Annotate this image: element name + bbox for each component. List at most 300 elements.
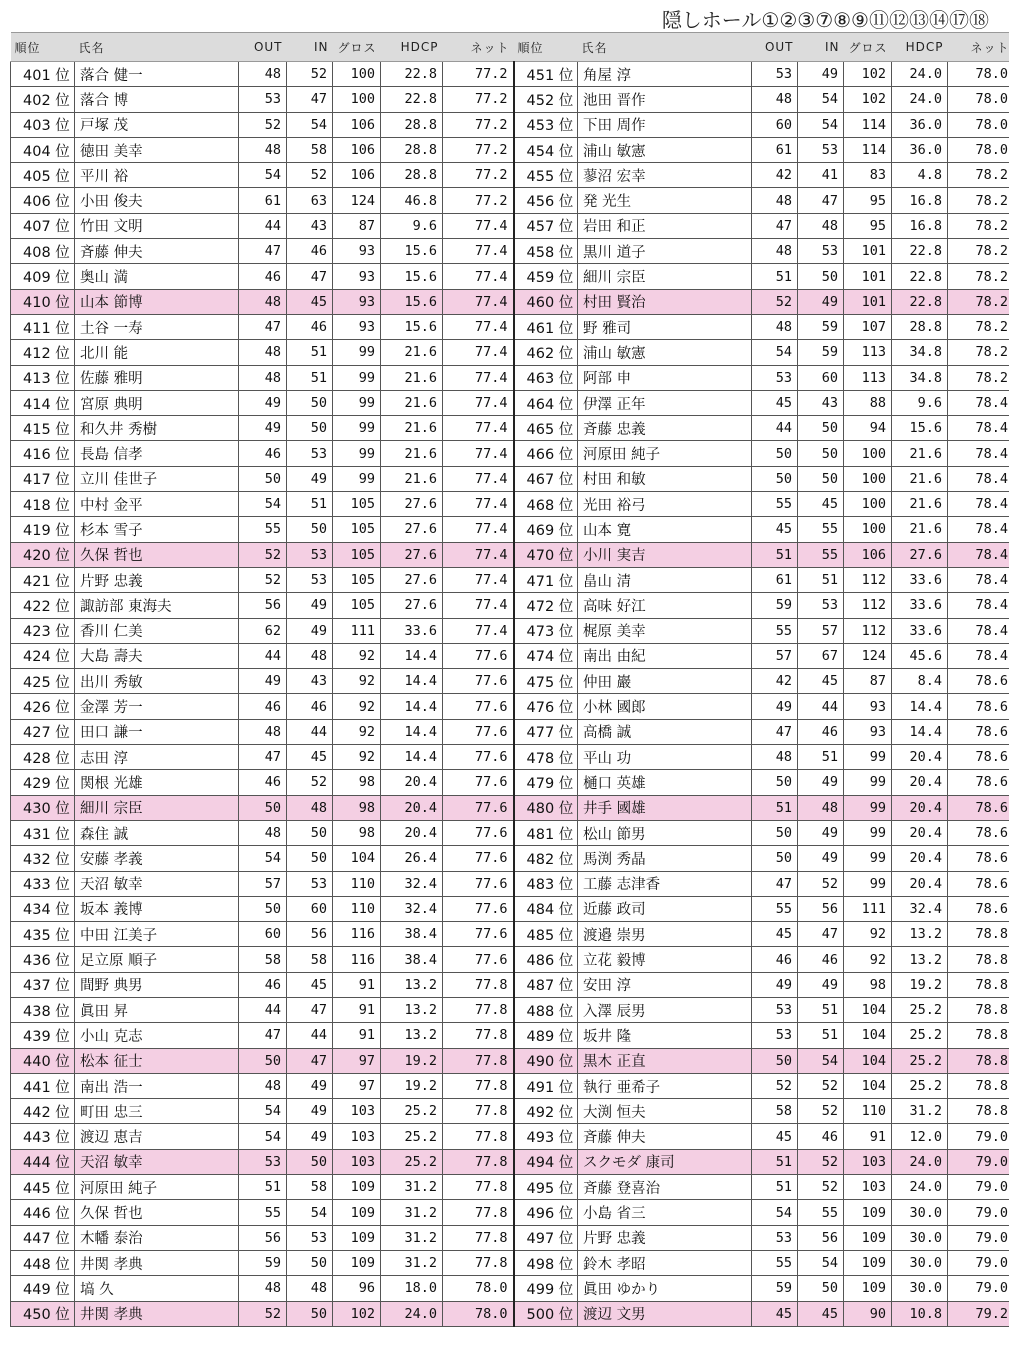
net-cell: 77.6 <box>443 795 514 820</box>
gross-cell: 93 <box>333 314 381 339</box>
name-cell: 小島 省三 <box>578 1200 752 1225</box>
gross-cell: 103 <box>844 1149 892 1174</box>
net-cell: 77.8 <box>443 1225 514 1250</box>
net-cell: 79.0 <box>948 1276 1009 1301</box>
gross-cell: 110 <box>333 896 381 921</box>
net-cell: 77.6 <box>443 896 514 921</box>
table-row <box>11 820 1009 845</box>
gross-cell: 92 <box>844 947 892 972</box>
header-gross: グロス <box>844 33 892 62</box>
gross-cell: 92 <box>333 719 381 744</box>
out-cell: 50 <box>239 466 287 491</box>
net-cell: 79.0 <box>948 1250 1009 1275</box>
rank-cell: 419 位 <box>11 517 75 542</box>
gross-cell: 114 <box>844 137 892 162</box>
gross-cell: 96 <box>333 1276 381 1301</box>
rank-cell: 451 位 <box>514 62 578 87</box>
in-cell: 51 <box>798 997 844 1022</box>
name-cell: 松山 節男 <box>578 820 752 845</box>
rank-cell: 443 位 <box>11 1124 75 1149</box>
hdcp-cell: 14.4 <box>892 694 948 719</box>
in-cell: 49 <box>798 972 844 997</box>
in-cell: 52 <box>287 62 333 87</box>
out-cell: 48 <box>752 87 798 112</box>
in-cell: 49 <box>798 770 844 795</box>
in-cell: 43 <box>798 390 844 415</box>
rank-cell: 441 位 <box>11 1073 75 1098</box>
gross-cell: 112 <box>844 618 892 643</box>
name-cell: 長島 信孝 <box>75 441 239 466</box>
net-cell: 77.4 <box>443 618 514 643</box>
gross-cell: 113 <box>844 365 892 390</box>
name-cell: 樋口 英雄 <box>578 770 752 795</box>
name-cell: 仲田 巖 <box>578 669 752 694</box>
in-cell: 50 <box>287 846 333 871</box>
out-cell: 48 <box>239 1276 287 1301</box>
out-cell: 54 <box>752 340 798 365</box>
name-cell: 梶原 美幸 <box>578 618 752 643</box>
name-cell: 天沼 敏幸 <box>75 871 239 896</box>
out-cell: 51 <box>752 795 798 820</box>
name-cell: 大渕 恒夫 <box>578 1099 752 1124</box>
name-cell: 野 雅司 <box>578 314 752 339</box>
out-cell: 54 <box>752 1200 798 1225</box>
net-cell: 78.4 <box>948 593 1009 618</box>
header-name: 氏名 <box>578 33 752 62</box>
name-cell: 眞田 昇 <box>75 997 239 1022</box>
rank-cell: 428 位 <box>11 745 75 770</box>
table-row <box>11 492 1009 517</box>
out-cell: 50 <box>239 896 287 921</box>
rank-cell: 482 位 <box>514 846 578 871</box>
gross-cell: 105 <box>333 542 381 567</box>
out-cell: 47 <box>752 871 798 896</box>
in-cell: 50 <box>798 416 844 441</box>
rank-cell: 480 位 <box>514 795 578 820</box>
header-out: OUT <box>752 33 798 62</box>
name-cell: 平川 裕 <box>75 163 239 188</box>
rank-cell: 484 位 <box>514 896 578 921</box>
in-cell: 54 <box>798 1250 844 1275</box>
name-cell: 阿部 申 <box>578 365 752 390</box>
rank-cell: 499 位 <box>514 1276 578 1301</box>
gross-cell: 111 <box>844 896 892 921</box>
name-cell: 浦山 敏憲 <box>578 137 752 162</box>
out-cell: 49 <box>752 972 798 997</box>
in-cell: 46 <box>798 719 844 744</box>
out-cell: 52 <box>239 112 287 137</box>
hdcp-cell: 28.8 <box>381 163 443 188</box>
table-row <box>11 213 1009 238</box>
rank-cell: 415 位 <box>11 416 75 441</box>
out-cell: 50 <box>752 770 798 795</box>
rank-cell: 437 位 <box>11 972 75 997</box>
gross-cell: 114 <box>844 112 892 137</box>
name-cell: 安田 淳 <box>578 972 752 997</box>
hdcp-cell: 21.6 <box>381 365 443 390</box>
net-cell: 77.4 <box>443 289 514 314</box>
gross-cell: 109 <box>333 1225 381 1250</box>
in-cell: 53 <box>287 567 333 592</box>
table-row <box>11 1048 1009 1073</box>
net-cell: 77.4 <box>443 593 514 618</box>
rank-cell: 489 位 <box>514 1023 578 1048</box>
net-cell: 78.0 <box>948 87 1009 112</box>
in-cell: 49 <box>287 618 333 643</box>
hdcp-cell: 22.8 <box>381 87 443 112</box>
table-row <box>11 694 1009 719</box>
out-cell: 46 <box>752 947 798 972</box>
in-cell: 49 <box>287 593 333 618</box>
rank-cell: 405 位 <box>11 163 75 188</box>
hdcp-cell: 34.8 <box>892 340 948 365</box>
net-cell: 78.4 <box>948 416 1009 441</box>
net-cell: 78.8 <box>948 1073 1009 1098</box>
gross-cell: 102 <box>844 87 892 112</box>
rank-cell: 432 位 <box>11 846 75 871</box>
gross-cell: 106 <box>333 163 381 188</box>
net-cell: 78.8 <box>948 997 1009 1022</box>
name-cell: 木幡 泰治 <box>75 1225 239 1250</box>
in-cell: 53 <box>287 871 333 896</box>
gross-cell: 93 <box>844 719 892 744</box>
out-cell: 59 <box>239 1250 287 1275</box>
out-cell: 52 <box>752 289 798 314</box>
hdcp-cell: 13.2 <box>381 997 443 1022</box>
net-cell: 77.8 <box>443 997 514 1022</box>
out-cell: 51 <box>239 1175 287 1200</box>
net-cell: 78.6 <box>948 669 1009 694</box>
gross-cell: 97 <box>333 1048 381 1073</box>
rank-cell: 406 位 <box>11 188 75 213</box>
rank-cell: 468 位 <box>514 492 578 517</box>
net-cell: 77.6 <box>443 669 514 694</box>
net-cell: 78.6 <box>948 846 1009 871</box>
gross-cell: 101 <box>844 289 892 314</box>
hdcp-cell: 16.8 <box>892 188 948 213</box>
hdcp-cell: 30.0 <box>892 1276 948 1301</box>
name-cell: 天沼 敏幸 <box>75 1149 239 1174</box>
out-cell: 59 <box>752 1276 798 1301</box>
gross-cell: 99 <box>844 770 892 795</box>
in-cell: 58 <box>287 1175 333 1200</box>
rank-cell: 483 位 <box>514 871 578 896</box>
hdcp-cell: 33.6 <box>892 593 948 618</box>
rank-cell: 438 位 <box>11 997 75 1022</box>
gross-cell: 99 <box>333 466 381 491</box>
in-cell: 45 <box>798 492 844 517</box>
hdcp-cell: 27.6 <box>381 542 443 567</box>
gross-cell: 106 <box>333 137 381 162</box>
in-cell: 56 <box>798 896 844 921</box>
in-cell: 56 <box>287 922 333 947</box>
in-cell: 47 <box>798 188 844 213</box>
name-cell: 浦山 敏憲 <box>578 340 752 365</box>
out-cell: 50 <box>752 466 798 491</box>
gross-cell: 83 <box>844 163 892 188</box>
hdcp-cell: 22.8 <box>381 62 443 87</box>
net-cell: 77.8 <box>443 1175 514 1200</box>
rank-cell: 470 位 <box>514 542 578 567</box>
in-cell: 56 <box>798 1225 844 1250</box>
gross-cell: 112 <box>844 567 892 592</box>
in-cell: 48 <box>287 643 333 668</box>
gross-cell: 98 <box>333 820 381 845</box>
gross-cell: 98 <box>333 770 381 795</box>
net-cell: 78.6 <box>948 745 1009 770</box>
in-cell: 60 <box>798 365 844 390</box>
rank-cell: 429 位 <box>11 770 75 795</box>
name-cell: 河原田 純子 <box>578 441 752 466</box>
gross-cell: 95 <box>844 188 892 213</box>
net-cell: 78.2 <box>948 340 1009 365</box>
table-row <box>11 289 1009 314</box>
rank-cell: 409 位 <box>11 264 75 289</box>
hdcp-cell: 13.2 <box>381 972 443 997</box>
header-out: OUT <box>239 33 287 62</box>
net-cell: 77.2 <box>443 188 514 213</box>
rank-cell: 472 位 <box>514 593 578 618</box>
name-cell: 南出 由紀 <box>578 643 752 668</box>
hdcp-cell: 21.6 <box>892 492 948 517</box>
gross-cell: 102 <box>333 1301 381 1326</box>
table-row <box>11 618 1009 643</box>
gross-cell: 100 <box>333 62 381 87</box>
hdcp-cell: 8.4 <box>892 669 948 694</box>
hdcp-cell: 38.4 <box>381 922 443 947</box>
rank-cell: 490 位 <box>514 1048 578 1073</box>
name-cell: 小林 國郎 <box>578 694 752 719</box>
name-cell: 村田 賢治 <box>578 289 752 314</box>
gross-cell: 99 <box>333 340 381 365</box>
in-cell: 49 <box>287 1099 333 1124</box>
hdcp-cell: 20.4 <box>892 745 948 770</box>
out-cell: 48 <box>752 745 798 770</box>
in-cell: 58 <box>287 947 333 972</box>
net-cell: 78.6 <box>948 719 1009 744</box>
rank-cell: 439 位 <box>11 1023 75 1048</box>
net-cell: 78.8 <box>948 1023 1009 1048</box>
in-cell: 60 <box>287 896 333 921</box>
rank-cell: 414 位 <box>11 390 75 415</box>
name-cell: 小田 俊夫 <box>75 188 239 213</box>
table-row <box>11 745 1009 770</box>
table-row <box>11 1124 1009 1149</box>
hdcp-cell: 28.8 <box>381 137 443 162</box>
in-cell: 53 <box>798 137 844 162</box>
rank-cell: 465 位 <box>514 416 578 441</box>
net-cell: 77.4 <box>443 264 514 289</box>
rank-cell: 424 位 <box>11 643 75 668</box>
net-cell: 77.8 <box>443 1099 514 1124</box>
net-cell: 77.4 <box>443 441 514 466</box>
table-row <box>11 87 1009 112</box>
rank-cell: 422 位 <box>11 593 75 618</box>
out-cell: 60 <box>239 922 287 947</box>
hdcp-cell: 33.6 <box>892 567 948 592</box>
out-cell: 54 <box>239 1124 287 1149</box>
rank-cell: 500 位 <box>514 1301 578 1326</box>
gross-cell: 99 <box>333 416 381 441</box>
out-cell: 52 <box>239 542 287 567</box>
name-cell: 馬渕 秀晶 <box>578 846 752 871</box>
gross-cell: 99 <box>844 745 892 770</box>
gross-cell: 97 <box>333 1073 381 1098</box>
net-cell: 77.6 <box>443 820 514 845</box>
name-cell: 井関 孝典 <box>75 1250 239 1275</box>
out-cell: 49 <box>239 416 287 441</box>
name-cell: 小川 実吉 <box>578 542 752 567</box>
out-cell: 48 <box>239 365 287 390</box>
net-cell: 78.0 <box>948 62 1009 87</box>
in-cell: 50 <box>287 517 333 542</box>
gross-cell: 106 <box>844 542 892 567</box>
gross-cell: 92 <box>333 669 381 694</box>
out-cell: 51 <box>752 542 798 567</box>
out-cell: 58 <box>239 947 287 972</box>
gross-cell: 110 <box>844 1099 892 1124</box>
net-cell: 77.6 <box>443 770 514 795</box>
rank-cell: 455 位 <box>514 163 578 188</box>
gross-cell: 113 <box>844 340 892 365</box>
in-cell: 59 <box>798 340 844 365</box>
net-cell: 78.4 <box>948 390 1009 415</box>
out-cell: 55 <box>752 1250 798 1275</box>
rank-cell: 427 位 <box>11 719 75 744</box>
hdcp-cell: 14.4 <box>381 643 443 668</box>
results-body <box>11 62 1009 1327</box>
hdcp-cell: 21.6 <box>892 466 948 491</box>
name-cell: 森住 誠 <box>75 820 239 845</box>
hdcp-cell: 20.4 <box>381 820 443 845</box>
gross-cell: 100 <box>844 441 892 466</box>
out-cell: 45 <box>752 1124 798 1149</box>
name-cell: 工藤 志津香 <box>578 871 752 896</box>
rank-cell: 426 位 <box>11 694 75 719</box>
in-cell: 46 <box>287 239 333 264</box>
net-cell: 77.8 <box>443 1124 514 1149</box>
out-cell: 52 <box>239 1301 287 1326</box>
hdcp-cell: 22.8 <box>892 264 948 289</box>
table-row <box>11 441 1009 466</box>
net-cell: 78.8 <box>948 972 1009 997</box>
name-cell: 片野 忠義 <box>578 1225 752 1250</box>
name-cell: 大島 壽夫 <box>75 643 239 668</box>
in-cell: 45 <box>798 1301 844 1326</box>
table-row <box>11 137 1009 162</box>
out-cell: 49 <box>239 669 287 694</box>
out-cell: 55 <box>752 618 798 643</box>
rank-cell: 425 位 <box>11 669 75 694</box>
name-cell: 高橋 誠 <box>578 719 752 744</box>
gross-cell: 104 <box>333 846 381 871</box>
hdcp-cell: 14.4 <box>381 694 443 719</box>
gross-cell: 106 <box>333 112 381 137</box>
rank-cell: 487 位 <box>514 972 578 997</box>
net-cell: 78.2 <box>948 213 1009 238</box>
net-cell: 77.4 <box>443 365 514 390</box>
hdcp-cell: 22.8 <box>892 239 948 264</box>
out-cell: 47 <box>239 745 287 770</box>
in-cell: 48 <box>798 213 844 238</box>
name-cell: 香川 仁美 <box>75 618 239 643</box>
gross-cell: 93 <box>844 694 892 719</box>
gross-cell: 88 <box>844 390 892 415</box>
rank-cell: 402 位 <box>11 87 75 112</box>
table-row <box>11 972 1009 997</box>
net-cell: 77.4 <box>443 390 514 415</box>
gross-cell: 109 <box>844 1276 892 1301</box>
rank-cell: 474 位 <box>514 643 578 668</box>
out-cell: 52 <box>239 567 287 592</box>
name-cell: 下田 周作 <box>578 112 752 137</box>
rank-cell: 471 位 <box>514 567 578 592</box>
hdcp-cell: 25.2 <box>892 1023 948 1048</box>
rank-cell: 436 位 <box>11 947 75 972</box>
out-cell: 57 <box>752 643 798 668</box>
net-cell: 77.2 <box>443 137 514 162</box>
net-cell: 77.8 <box>443 1073 514 1098</box>
rank-cell: 445 位 <box>11 1175 75 1200</box>
out-cell: 45 <box>752 517 798 542</box>
table-row <box>11 1023 1009 1048</box>
gross-cell: 109 <box>844 1250 892 1275</box>
out-cell: 53 <box>752 997 798 1022</box>
name-cell: 田口 謙一 <box>75 719 239 744</box>
out-cell: 52 <box>752 1073 798 1098</box>
in-cell: 43 <box>287 213 333 238</box>
name-cell: 角屋 淳 <box>578 62 752 87</box>
gross-cell: 91 <box>333 997 381 1022</box>
hdcp-cell: 15.6 <box>892 416 948 441</box>
gross-cell: 104 <box>844 1023 892 1048</box>
hdcp-cell: 27.6 <box>381 492 443 517</box>
net-cell: 79.0 <box>948 1175 1009 1200</box>
gross-cell: 104 <box>844 1073 892 1098</box>
in-cell: 46 <box>798 947 844 972</box>
header-gross: グロス <box>333 33 381 62</box>
out-cell: 47 <box>752 719 798 744</box>
gross-cell: 104 <box>844 997 892 1022</box>
header-net: ネット <box>948 33 1009 62</box>
rank-cell: 463 位 <box>514 365 578 390</box>
gross-cell: 99 <box>844 820 892 845</box>
rank-cell: 420 位 <box>11 542 75 567</box>
hdcp-cell: 27.6 <box>381 593 443 618</box>
rank-cell: 458 位 <box>514 239 578 264</box>
name-cell: 志田 淳 <box>75 745 239 770</box>
in-cell: 49 <box>287 466 333 491</box>
out-cell: 54 <box>239 846 287 871</box>
name-cell: 井関 孝典 <box>75 1301 239 1326</box>
hdcp-cell: 31.2 <box>381 1175 443 1200</box>
name-cell: 山本 寛 <box>578 517 752 542</box>
net-cell: 78.6 <box>948 820 1009 845</box>
gross-cell: 100 <box>844 517 892 542</box>
out-cell: 61 <box>239 188 287 213</box>
rank-cell: 478 位 <box>514 745 578 770</box>
name-cell: 斉藤 忠義 <box>578 416 752 441</box>
header-rank: 順位 <box>514 33 578 62</box>
table-row <box>11 1276 1009 1301</box>
out-cell: 44 <box>752 416 798 441</box>
out-cell: 56 <box>239 593 287 618</box>
table-row <box>11 719 1009 744</box>
in-cell: 49 <box>798 846 844 871</box>
rank-cell: 457 位 <box>514 213 578 238</box>
net-cell: 78.4 <box>948 567 1009 592</box>
table-row <box>11 112 1009 137</box>
